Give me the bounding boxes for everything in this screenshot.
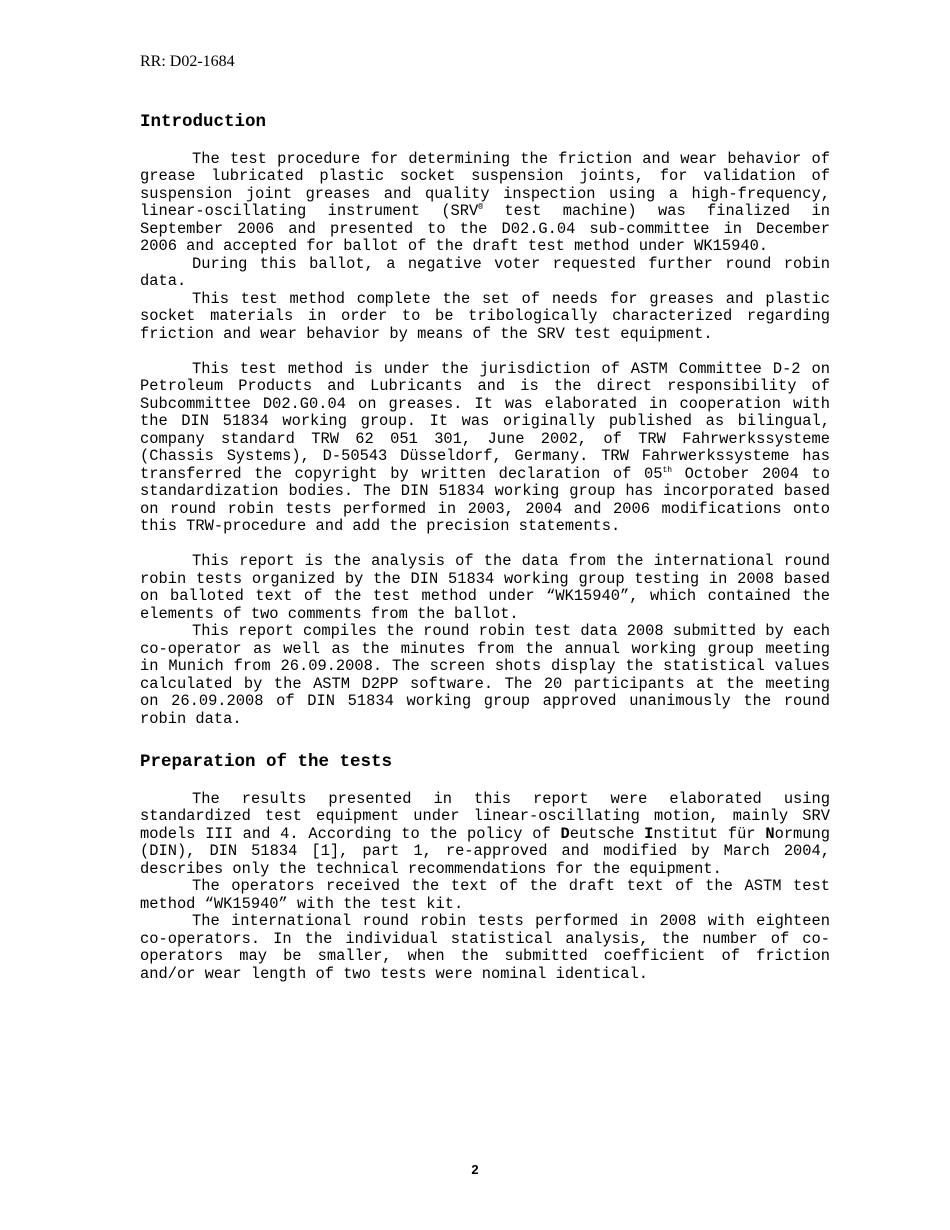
intro-paragraph-1: The test procedure for determining the friction and wear behavior of grease lubricated plastic socket suspension joints, for validation of suspension joint greases and quality inspection using a high-frequency, linear-oscillating instrument (SRV® test machine) was finalized in September 2006 and presented to the D02.G.04 sub-committee in December 2006 and accepted for ballot of the draft test method under WK15940. — [140, 149, 830, 255]
ordinal-suffix: th — [662, 465, 673, 475]
registered-mark: ® — [478, 202, 484, 212]
prep-paragraph-2: The operators received the text of the draft text of the ASTM test method “WK15940” with the test kit. — [140, 877, 830, 913]
intro-paragraph-3: This test method complete the set of needs for greases and plastic socket materials in order to be tribologically characterized regarding friction and wear behavior by means of the SRV test equipment. — [140, 289, 830, 343]
document-body — [140, 114, 830, 983]
report-id: RR: D02-1684 — [140, 53, 235, 70]
intro-paragraph-2: During this ballot, a negative voter requested further round robin data. — [140, 254, 830, 290]
prep-paragraph-1: The results presented in this report were elaborated using standardized test equipment under linear-oscillating motion, mainly SRV models III and 4. According to the policy of Deutsche Institut für Normung (DIN), DIN 51834 [1], part 1, re-approved and modified by March 2004, describes only the technical recommendations for the equipment. — [140, 789, 830, 878]
page-number: 2 — [471, 1162, 479, 1177]
preparation-heading: Preparation of the tests — [140, 752, 393, 772]
intro-paragraph-4: This test method is under the jurisdiction of ASTM Committee D-2 on Petroleum Products and Lubricants and is the direct responsibility of Subcommittee D02.G0.04 on greases. It was elaborated in cooperation with the DIN 51834 working group. It was originally published as bilingual, company standard TRW 62 051 301, June 2002, of TRW Fahrwerkssysteme (Chassis Systems), D-50543 Düsseldorf, Germany. TRW Fahrwerkssysteme has transferred the copyright by written declaration of 05th October 2004 to standardization bodies. The DIN 51834 working group has incorporated based on round robin tests performed in 2003, 2004 and 2006 modifications onto this TRW-procedure and add the precision statements. — [140, 359, 830, 535]
prep-paragraph-3: The international round robin tests performed in 2008 with eighteen co-operators. In the individual statistical analysis, the number of co-operators may be smaller, when the submitted coefficient of friction and/or wear length of two tests were nominal identical. — [140, 912, 830, 983]
intro-paragraph-5: This report is the analysis of the data from the international round robin tests organized by the DIN 51834 working group testing in 2008 based on balloted text of the test method under “WK15940”, which contained the elements of two comments from the ballot. — [140, 552, 830, 623]
intro-paragraph-6: This report compiles the round robin test data 2008 submitted by each co-operator as well as the minutes from the annual working group meeting in Munich from 26.09.2008. The screen shots display the statistical values calculated by the ASTM D2PP software. The 20 participants at the meeting on 26.09.2008 of DIN 51834 working group approved unanimously the round robin data. — [140, 622, 830, 728]
introduction-heading: Introduction — [140, 112, 267, 132]
